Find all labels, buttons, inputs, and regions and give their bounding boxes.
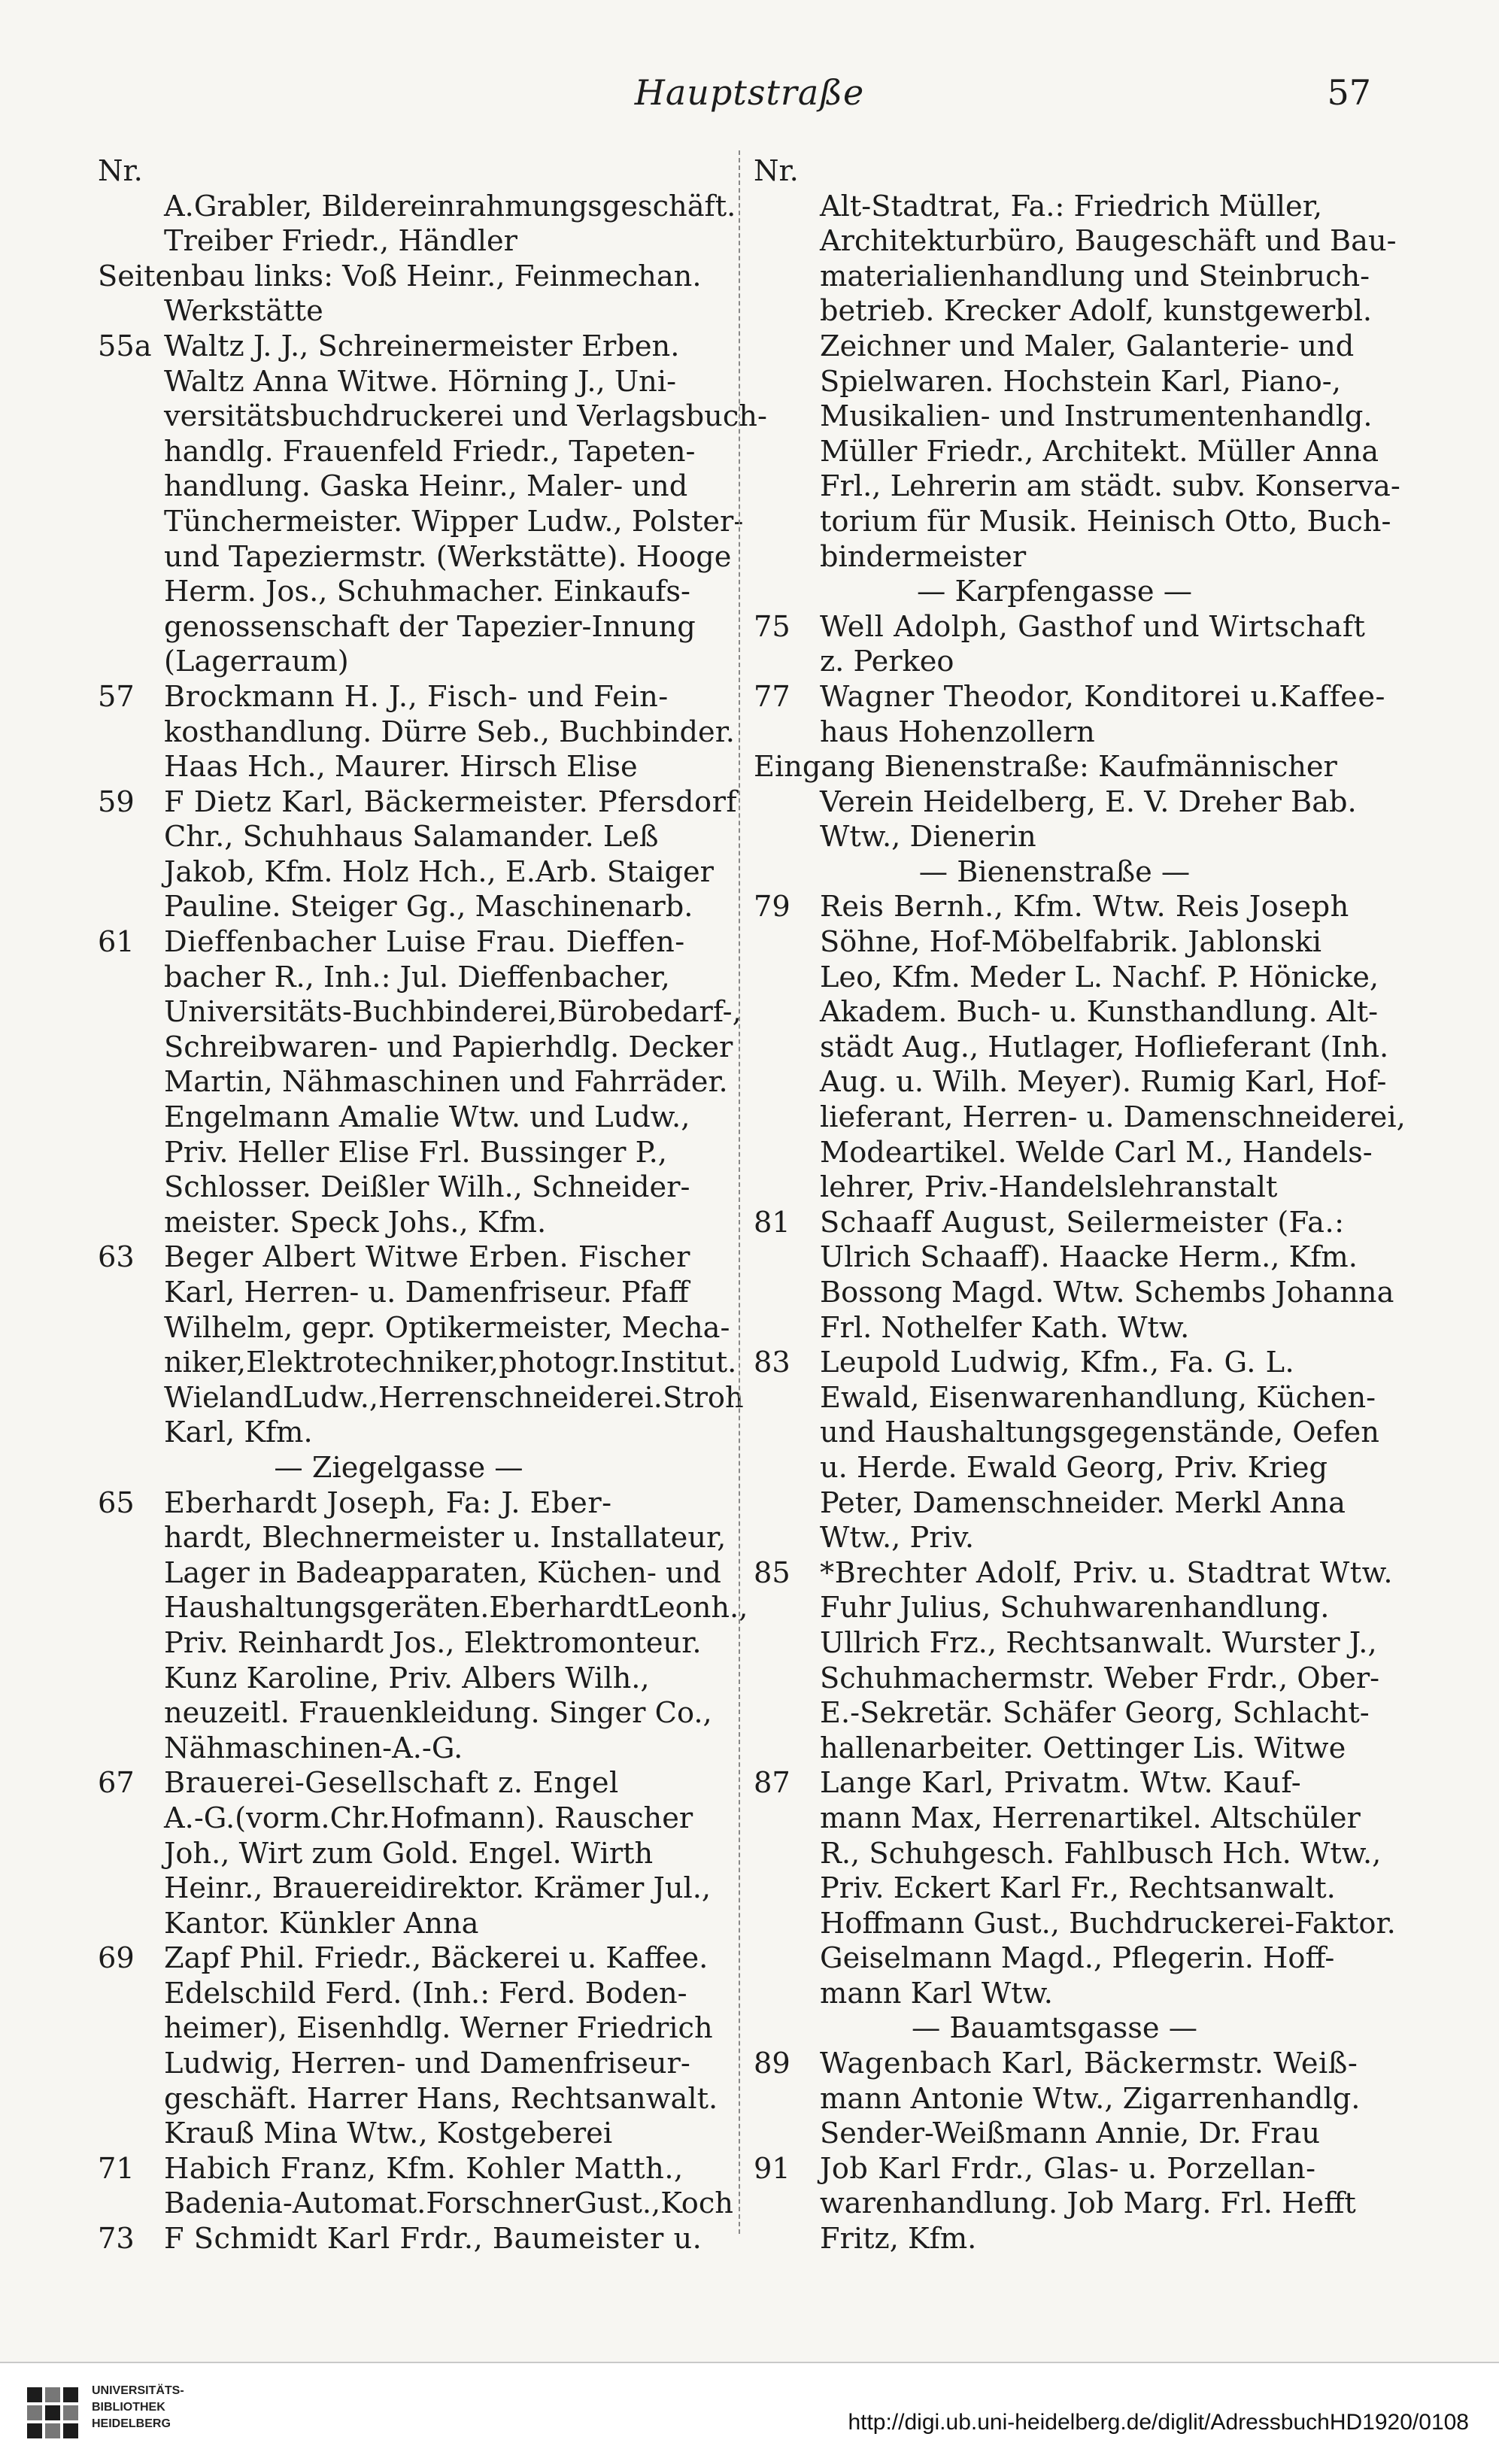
entry-text: Ullrich Frz., Rechtsanwalt. Wurster J., [820,1625,1377,1660]
directory-line [98,2047,699,2082]
entry-text: Aug. u. Wilh. Meyer). Rumig Karl, Hof- [820,1065,1387,1100]
house-number: 85 [754,1555,790,1590]
entry-text: Fuhr Julius, Schuhwarenhandlung. [820,1591,1330,1625]
entry-text: WielandLudw.,Herrenschneiderei.Stroh [164,1380,744,1415]
entry-text: E.-Sekretär. Schäfer Georg, Schlacht- [820,1696,1370,1731]
entry-text: Wagenbach Karl, Bäckermstr. Weiß- [820,2047,1358,2081]
entry-text: — Karpfengasse — [916,575,1193,609]
directory-line [754,785,1355,821]
house-number: 75 [754,609,790,644]
entry-text: Zapf Phil. Friedr., Bäckerei u. Kaffee. [164,1941,709,1976]
entry-text: u. Herde. Ewald Georg, Priv. Krieg [820,1450,1328,1485]
directory-line [98,1731,699,1767]
directory-line [98,399,767,435]
page-title: Hauptstraße [634,72,865,113]
directory-line [98,2152,699,2187]
directory-line [98,1030,733,1066]
entry-text: — Ziegelgasse — [274,1450,523,1485]
library-name-line: BIBLIOTHEK [92,2401,165,2414]
directory-line [98,1766,699,1801]
directory-line [754,820,1355,855]
directory-line [98,224,699,259]
entry-text: torium für Musik. Heinisch Otto, Buch- [820,504,1391,539]
entry-text: Kunz Karoline, Priv. Albers Wilh., [164,1661,650,1695]
house-number: 67 [98,1766,135,1801]
entry-text: Zeichner und Maler, Galanterie- und [820,329,1355,363]
entry-text: Universitäts-Buchbinderei,Bürobedarf-, [164,995,742,1030]
directory-line [754,2011,1355,2047]
directory-line [754,1661,1380,1697]
directory-line [754,890,1355,925]
entry-text: Lange Karl, Privatm. Wtw. Kauf- [820,1766,1302,1801]
entry-text: Schreibwaren- und Papierhdlg. Decker [164,1030,733,1064]
directory-line [98,995,742,1030]
entry-text: Leo, Kfm. Meder L. Nachf. P. Hönicke, [820,960,1379,994]
directory-line [754,1486,1355,1522]
entry-text: Nähmaschinen-A.-G. [164,1731,463,1765]
directory-line [98,2117,699,2152]
house-number: 69 [98,1941,135,1976]
directory-line [98,1416,699,1451]
directory-line [98,154,699,190]
entry-text: kosthandlung. Dürre Seb., Buchbinder. [164,715,735,749]
entry-text: Bossong Magd. Wtw. Schembs Johanna [820,1276,1394,1309]
entry-text: Kantor. Künkler Anna [164,1906,479,1941]
directory-line [754,154,1355,190]
entry-text: Schaaff August, Seilermeister (Fa.: [820,1205,1345,1240]
directory-line [754,2081,1361,2117]
entry-text: Habich Franz, Kfm. Kohler Matth., [164,2151,684,2186]
entry-text: Waltz J. J., Schreinermeister Erben. [164,329,680,363]
directory-line [754,224,1397,259]
directory-line [754,1451,1355,1486]
entry-text: Verein Heidelberg, E. V. Dreher Bab. [820,784,1357,819]
directory-line [754,960,1379,996]
entry-text: mann Antonie Wtw., Zigarrenhandlg. [820,2081,1361,2116]
entry-text: Tünchermeister. Wipper Ludw., Polster- [164,504,744,539]
entry-text: Treiber Friedr., Händler [164,224,517,259]
right-column [754,154,1406,2257]
directory-line [754,2047,1358,2082]
directory-line [98,1591,748,1626]
entry-text: Brauerei-Gesellschaft z. Engel [164,1766,619,1801]
directory-line [754,1065,1387,1100]
directory-line [98,2222,702,2257]
directory-line [754,259,1370,295]
house-number: 59 [98,784,135,819]
page-number: 57 [1327,72,1371,113]
directory-line [754,1625,1377,1661]
entry-text: Joh., Wirt zum Gold. Engel. Wirth [164,1836,654,1871]
entry-text: — Bauamtsgasse — [911,2011,1198,2046]
library-name-line: UNIVERSITÄTS- [92,2384,184,2397]
directory-line [98,1801,699,1837]
directory-line [754,1941,1355,1977]
entry-text: Priv. Heller Elise Frl. Bussinger P., [164,1135,667,1170]
entry-text: handlg. Frauenfeld Friedr., Tapeten- [164,434,696,469]
entry-text: Wtw., Priv. [820,1521,975,1555]
left-column [98,154,767,2257]
directory-line [98,1136,699,1171]
directory-line [98,890,699,925]
entry-text: Haas Hch., Maurer. Hirsch Elise [164,750,638,784]
directory-line [754,645,1355,680]
directory-line [754,2152,1355,2187]
entry-text: lehrer, Priv.-Handelslehranstalt [820,1170,1278,1205]
directory-line [98,1907,699,1942]
directory-line [754,399,1373,435]
entry-text: lieferant, Herren- u. Damenschneiderei, [820,1100,1406,1135]
column-divider [739,150,740,2234]
entry-text: Herm. Jos., Schuhmacher. Einkaufs- [164,575,691,609]
directory-line [98,469,699,505]
directory-line [98,645,699,680]
directory-line [98,504,744,540]
directory-line [754,2186,1355,2222]
entry-text: F Schmidt Karl Frdr., Baumeister u. [164,2222,702,2256]
entry-text: haus Hohenzollern [820,715,1095,749]
house-number: 77 [754,679,790,714]
entry-text: Sender-Weißmann Annie, Dr. Frau [820,2117,1321,2151]
directory-line [754,1311,1355,1346]
directory-line [754,715,1355,751]
entry-text: hardt, Blechnermeister u. Installateur, [164,1521,727,1555]
library-name [92,2383,184,2432]
entry-text: Dieffenbacher Luise Frau. Dieffen- [164,925,685,960]
directory-line [754,1240,1358,1276]
directory-line [754,365,1355,400]
house-number: 55a [98,329,152,363]
directory-line [98,365,699,400]
directory-line [754,1346,1355,1381]
entry-text: F Dietz Karl, Bäckermeister. Pfersdorf [164,784,738,819]
directory-line [98,784,738,821]
entry-text: versitätsbuchdruckerei und Verlagsbuch- [164,399,767,434]
directory-line [98,259,702,295]
entry-text: Karl, Herren- u. Damenfriseur. Pfaff [164,1276,689,1309]
entry-text: Haushaltungsgeräten.EberhardtLeonh., [164,1591,748,1625]
entry-text: Well Adolph, Gasthof und Wirtschaft [820,609,1366,644]
house-number: 65 [98,1485,135,1520]
entry-text: Jakob, Kfm. Holz Hch., E.Arb. Staiger [164,854,714,889]
house-number: 91 [754,2151,790,2186]
entry-text: materialienhandlung und Steinbruch- [820,259,1370,293]
directory-line [98,1310,730,1346]
house-number: 81 [754,1205,790,1240]
entry-text: Frl., Lehrerin am städt. subv. Konserva- [820,469,1400,504]
entry-text: Krauß Mina Wtw., Kostgeberei [164,2117,613,2151]
entry-text: *Brechter Adolf, Priv. u. Stadtrat Wtw. [820,1555,1394,1590]
directory-line [754,1030,1389,1066]
entry-text: Brockmann H. J., Fisch- und Fein- [164,679,669,714]
house-number: 83 [754,1346,790,1380]
entry-text: neuzeitl. Frauenkleidung. Singer Co., [164,1696,712,1731]
entry-text: A.-G.(vorm.Chr.Hofmann). Rauscher [164,1801,693,1835]
entry-text: Akadem. Buch- u. Kunsthandlung. Alt- [820,995,1379,1030]
entry-text: Alt-Stadtrat, Fa.: Friedrich Müller, [820,189,1322,223]
entry-text: Musikalien- und Instrumentenhandlg. [820,399,1373,434]
directory-line [98,610,699,645]
page-footer [0,2362,1499,2464]
directory-line [98,750,699,785]
entry-text: Ludwig, Herren- und Damenfriseur- [164,2047,690,2081]
entry-text: Ulrich Schaaff). Haacke Herm., Kfm. [820,1240,1358,1275]
directory-line [754,1836,1382,1872]
directory-line [754,575,1355,610]
entry-text: Karl, Kfm. [164,1416,313,1450]
directory-line [98,1206,699,1241]
directory-line [98,1170,699,1206]
directory-line [754,2222,1355,2257]
directory-line [754,2117,1355,2152]
entry-text: Priv. Eckert Karl Fr., Rechtsanwalt. [820,1871,1336,1906]
entry-text: Chr., Schuhhaus Salamander. Leß [164,820,659,854]
directory-line [98,2011,713,2047]
directory-line [98,575,699,610]
directory-line [754,1906,1396,1942]
entry-text: Eingang Bienenstraße: Kaufmännischer [754,750,1337,784]
directory-line [754,1731,1355,1767]
house-number: 61 [98,925,135,960]
directory-line [754,294,1373,329]
directory-line [754,329,1355,365]
entry-text: Job Karl Frdr., Glas- u. Porzellan- [820,2151,1316,2186]
entry-text: geschäft. Harrer Hans, Rechtsanwalt. [164,2081,718,2116]
entry-text: — Bienenstraße — [918,854,1191,889]
directory-line [98,1521,727,1556]
library-logo-icon [23,2383,83,2443]
directory-line [754,679,1385,715]
entry-text: Seitenbau links: Voß Heinr., Feinmechan. [98,259,702,293]
house-number: 63 [98,1240,135,1275]
directory-line [754,1276,1394,1311]
entry-text: Fritz, Kfm. [820,2222,977,2256]
entry-text: Reis Bernh., Kfm. Wtw. Reis Joseph [820,890,1349,924]
house-number: 89 [754,2047,790,2081]
entry-text: hallenarbeiter. Oettinger Lis. Witwe [820,1731,1346,1765]
directory-line [98,715,735,751]
directory-line [98,294,699,329]
entry-text: A.Grabler, Bildereinrahmungsgeschäft. [164,189,736,223]
entry-text: Schuhmachermstr. Weber Frdr., Ober- [820,1661,1380,1695]
directory-line [98,925,699,960]
entry-text: Edelschild Ferd. (Inh.: Ferd. Boden- [164,1976,687,2010]
entry-text: Modeartikel. Welde Carl M., Handels- [820,1135,1373,1170]
directory-line [98,1100,699,1136]
directory-line [98,1941,709,1977]
source-url-link[interactable]: http://digi.ub.uni-heidelberg.de/diglit/AdressbuchHD1920/0108 [848,2410,1469,2435]
directory-line [754,1766,1355,1801]
entry-text: (Lagerraum) [164,645,349,679]
house-number: 87 [754,1766,790,1801]
entry-text: Waltz Anna Witwe. Hörning J., Uni- [164,364,677,399]
directory-line [98,1555,721,1592]
entry-text: und Tapeziermstr. (Werkstätte). Hooge [164,539,732,574]
directory-line [754,925,1355,960]
entry-text: und Haushaltungsgegenstände, Oefen [820,1416,1379,1450]
directory-line [754,609,1366,645]
directory-line [754,855,1355,891]
directory-line [754,540,1355,575]
directory-line [754,434,1379,470]
entry-text: Eberhardt Joseph, Fa: J. Eber- [164,1485,612,1520]
entry-text: Hoffmann Gust., Buchdruckerei-Faktor. [820,1906,1396,1941]
entry-text: Wagner Theodor, Konditorei u.Kaffee- [820,679,1385,714]
entry-text: Engelmann Amalie Wtw. und Ludw., [164,1100,690,1135]
entry-text: mann Max, Herrenartikel. Altschüler [820,1801,1361,1835]
entry-text: bindermeister [820,539,1027,574]
directory-line [98,854,714,891]
directory-line [754,1170,1355,1206]
directory-line [98,189,736,225]
directory-line [98,1276,699,1311]
directory-line [754,190,1355,225]
directory-line [754,1801,1361,1837]
entry-text: Söhne, Hof-Möbelfabrik. Jablonski [820,925,1321,960]
directory-line [98,1451,699,1486]
entry-text: Badenia-Automat.ForschnerGust.,Koch [164,2186,733,2221]
entry-text: Werkstätte [164,294,323,329]
entry-text: bacher R., Inh.: Jul. Dieffenbacher, [164,960,670,994]
entry-text: Leupold Ludwig, Kfm., Fa. G. L. [820,1346,1295,1380]
house-number: 57 [98,679,135,714]
entry-text: warenhandlung. Job Marg. Frl. Hefft [820,2186,1356,2221]
entry-text: Schlosser. Deißler Wilh., Schneider- [164,1170,690,1205]
directory-line [98,680,699,715]
directory-line [754,750,1355,785]
directory-line [754,1871,1355,1907]
directory-line [98,1661,699,1697]
entry-text: Spielwaren. Hochstein Karl, Piano-, [820,364,1341,399]
directory-line [98,1977,699,2012]
entry-text: mann Karl Wtw. [820,1976,1053,2010]
entry-text: Wilhelm, gepr. Optikermeister, Mecha- [164,1310,730,1345]
entry-text: handlung. Gaska Heinr., Maler- und [164,469,688,504]
entry-text: Beger Albert Witwe Erben. Fischer [164,1240,690,1275]
directory-line [754,504,1391,540]
entry-text: R., Schuhgesch. Fahlbusch Hch. Wtw., [820,1836,1382,1871]
directory-line [754,1591,1355,1626]
entry-text: niker,Elektrotechniker,photogr.Institut. [164,1346,737,1380]
directory-line [754,1135,1373,1171]
entry-text: Frl. Nothelfer Kath. Wtw. [820,1310,1190,1345]
entry-text: meister. Speck Johs., Kfm. [164,1205,547,1240]
directory-line [754,1380,1376,1416]
house-number: 71 [98,2151,135,2186]
directory-line [98,1065,728,1100]
entry-text: Pauline. Steiger Gg., Maschinenarb. [164,890,693,924]
directory-line [754,1100,1406,1136]
house-number: Nr. [754,154,799,188]
entry-text: Lager in Badeapparaten, Küchen- und [164,1555,721,1590]
directory-line [754,995,1379,1030]
directory-line [98,820,699,855]
house-number: Nr. [98,154,143,188]
entry-text: Geiselmann Magd., Pflegerin. Hoff- [820,1941,1335,1976]
entry-text: betrieb. Krecker Adolf, kunstgewerbl. [820,294,1373,329]
house-number: 79 [754,890,790,924]
entry-text: Heinr., Brauereidirektor. Krämer Jul., [164,1871,712,1906]
directory-line [754,1416,1379,1451]
directory-line [98,329,699,365]
directory-line [98,1837,699,1872]
entry-text: Peter, Damenschneider. Merkl Anna [820,1485,1346,1520]
directory-line [98,1625,702,1661]
directory-line [754,1696,1370,1731]
entry-text: Ewald, Eisenwarenhandlung, Küchen- [820,1380,1376,1415]
library-name-line: HEIDELBERG [92,2417,171,2430]
entry-text: Priv. Reinhardt Jos., Elektromonteur. [164,1625,702,1660]
entry-text: Martin, Nähmaschinen und Fahrräder. [164,1065,728,1100]
page-header [0,72,1499,117]
entry-text: Wtw., Dienerin [820,820,1036,854]
entry-text: z. Perkeo [820,645,954,679]
directory-line [98,1486,699,1522]
directory-line [754,1555,1394,1592]
directory-line [98,1346,737,1381]
entry-text: genossenschaft der Tapezier-Innung [164,609,696,644]
directory-line [98,1380,744,1416]
house-number: 73 [98,2222,135,2256]
entry-text: städt Aug., Hutlager, Hoflieferant (Inh. [820,1030,1389,1064]
directory-line [98,1696,712,1731]
directory-line [754,1521,1355,1556]
directory-line [754,1206,1355,1241]
directory-line [98,2186,733,2222]
entry-text: heimer), Eisenhdlg. Werner Friedrich [164,2011,713,2046]
directory-line [98,1240,699,1276]
entry-text: Architekturbüro, Baugeschäft und Bau- [820,224,1397,259]
directory-line [98,1871,712,1907]
directory-line [754,469,1400,505]
directory-line [98,539,732,575]
directory-line [754,1977,1355,2012]
directory-line [98,2081,718,2117]
entry-text: Müller Friedr., Architekt. Müller Anna [820,434,1379,469]
directory-line [98,435,699,470]
directory-line [98,960,699,996]
